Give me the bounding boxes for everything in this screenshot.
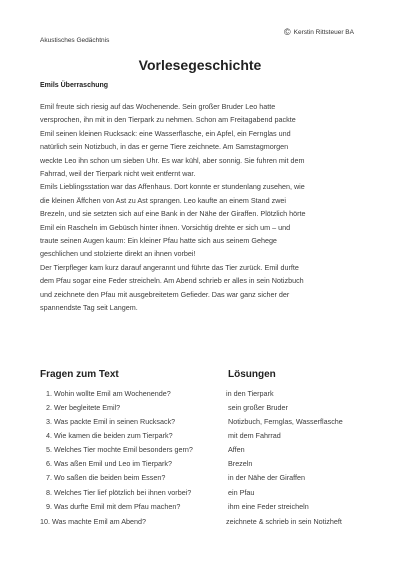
story-line: weckte Leo ihn schon um sieben Uhr. Es war kühl, aber sonnig. Sie fuhren mit dem xyxy=(40,155,305,165)
story-line: versprochen, ihn mit in den Tierpark zu nehmen. Schon am Freitagabend packte xyxy=(40,115,296,125)
story-line: Emil freute sich riesig auf das Wochenende. Sein großer Bruder Leo hatte xyxy=(40,102,276,111)
story-line: die kleinen Äffchen von Ast zu Ast sprangen. Leo kaufte an einem Stand zwei xyxy=(40,195,286,205)
qa-row xyxy=(0,517,400,530)
qa-row xyxy=(0,445,400,458)
qa-row xyxy=(0,502,400,515)
qa-row xyxy=(0,431,400,444)
question-text: 6. Was aßen Emil und Leo im Tierpark? xyxy=(46,459,172,468)
story-line: Emils Lieblingsstation war das Affenhaus. Dort konnte er stundenlang zusehen, wie xyxy=(40,182,305,192)
header-right xyxy=(284,28,354,37)
answer-text: ihm eine Feder streicheln xyxy=(228,502,309,511)
question-text: 7. Wo saßen die beiden beim Essen? xyxy=(46,473,166,482)
story-line: Emil seinen kleinen Rucksack: eine Wasserflasche, ein Apfel, ein Fernglas und xyxy=(40,128,291,138)
qa-row xyxy=(0,473,400,486)
answer-text: in der Nähe der Giraffen xyxy=(228,473,305,482)
question-text: 3. Was packte Emil in seinen Rucksack? xyxy=(46,417,176,426)
qa-row xyxy=(0,488,400,501)
header-left-text: Akustisches Gedächtnis xyxy=(40,37,110,44)
story-line: und zeichnete den Pfau mit ausgebreitetem Gefieder. Das war ganz sicher der xyxy=(40,289,290,299)
qa-row xyxy=(0,459,400,472)
question-text: 9. Was durfte Emil mit dem Pfau machen? xyxy=(46,502,181,511)
story-line: dem Pfau sogar eine Feder streicheln. Am Abend schrieb er alles in sein Notizbuch xyxy=(40,276,304,286)
story-line: Brezeln, und sie setzten sich auf eine Bank in der Nähe der Giraffen. Plötzlich hörte xyxy=(40,209,306,219)
story-line: geschlichen und stolzierte direkt an ihnen vorbei! xyxy=(40,249,196,259)
question-text: 1. Wohin wollte Emil am Wochenende? xyxy=(46,389,171,398)
question-text: 2. Wer begleitete Emil? xyxy=(46,403,121,412)
question-text: 5. Welches Tier mochte Emil besonders gern? xyxy=(46,445,193,454)
story-text xyxy=(40,100,370,315)
answer-text: mit dem Fahrrad xyxy=(228,431,281,440)
story-line: traute seinen Augen kaum: Ein kleiner Pfau hatte sich aus seinem Gehege xyxy=(40,236,277,246)
answer-text: zeichnete & schrieb in sein Notizheft xyxy=(226,517,342,526)
question-text: 10. Was machte Emil am Abend? xyxy=(40,517,146,526)
qa-row xyxy=(0,417,400,430)
story-line: natürlich sein Notizbuch, in das er gerne Tiere zeichnete. Am Samstagmorgen xyxy=(40,142,289,152)
story-subtitle: Emils Überraschung xyxy=(40,82,109,89)
story-line: Der Tierpfleger kam kurz darauf angerannt und führte das Tier zurück. Emil durfte xyxy=(40,262,299,272)
answer-text: Affen xyxy=(228,445,245,454)
copyright-icon: © xyxy=(284,27,291,37)
answers-heading: Lösungen xyxy=(228,369,276,380)
answer-text: sein großer Bruder xyxy=(228,403,288,412)
qa-row xyxy=(0,389,400,402)
story-line: Emil ein Rascheln im Gebüsch hinter ihnen. Vorsichtig drehte er sich um – und xyxy=(40,222,291,232)
header-author: Kerstin Rittsteuer BA xyxy=(293,29,354,36)
story-line: spannendste Tag seit Langem. xyxy=(40,303,138,313)
question-text: 4. Wie kamen die beiden zum Tierpark? xyxy=(46,431,173,440)
answer-text: ein Pfau xyxy=(228,488,255,497)
question-text: 8. Welches Tier lief plötzlich bei ihnen vorbei? xyxy=(46,488,192,497)
answer-text: Brezeln xyxy=(228,459,253,468)
story-line: Fahrrad, weil der Tierpark nicht weit entfernt war. xyxy=(40,169,196,179)
answer-text: Notizbuch, Fernglas, Wasserflasche xyxy=(228,417,343,426)
page-title: Vorlesegeschichte xyxy=(138,57,262,73)
questions-heading: Fragen zum Text xyxy=(40,369,119,380)
answer-text: in den Tierpark xyxy=(226,389,274,398)
qa-row xyxy=(0,403,400,416)
